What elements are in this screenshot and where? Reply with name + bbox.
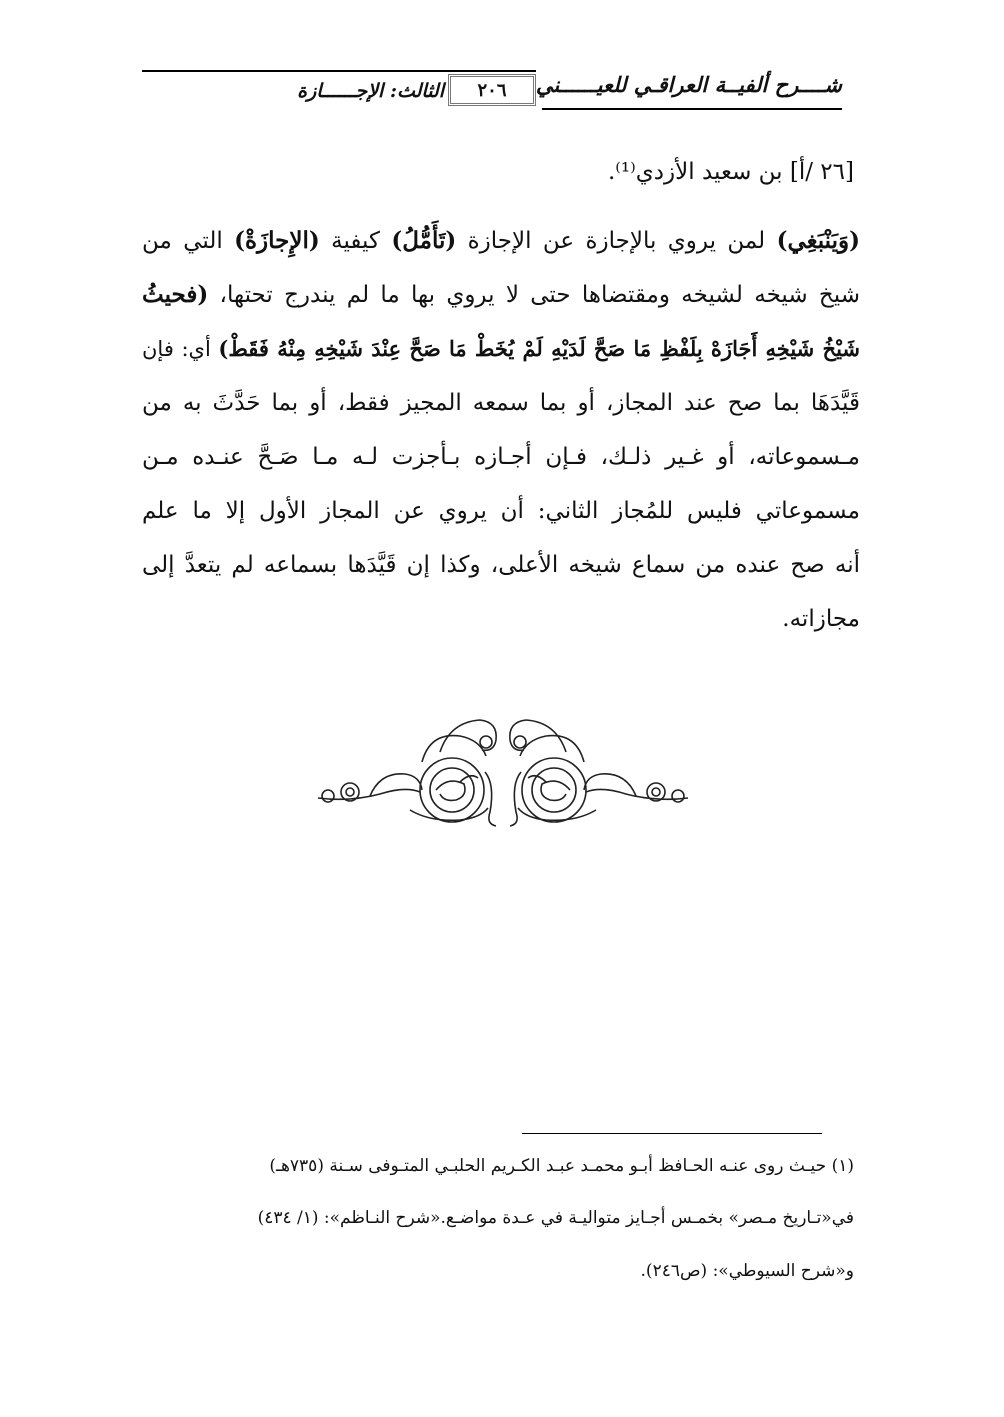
matn-bold-text: (وَيَنْبَغِي) — [776, 227, 860, 254]
paragraph-line-4: قَيَّدَهَا بما صح عند المجاز، أو بما سمعه المجيز فقط، أو بما حَدَّثَ به من — [142, 390, 860, 416]
header-chapter-title: الثالث: الإجــــــازة — [297, 80, 444, 102]
sharh-text: أي: فإن — [142, 337, 219, 361]
paragraph-line-7: أنه صح عنده من سماع شيخه الأعلى، وكذا إن قَيَّدَها بسماعه لم يتعدَّ إلى — [142, 552, 860, 578]
paragraph-line-2 — [142, 277, 860, 313]
sharh-text: لمن يروي بالإجازة عن الإجازة — [456, 228, 777, 254]
matn-bold-text: شَيْخُ شَيْخِهِ أَجَازَهْ بِلَفْظِ مَا صَحَّ لَدَيْهِ لَمْ يُخَطْ مَا صَحَّ عِنْدَ شَيْخِهِ مِنْهُ فَقَطْ) — [218, 336, 860, 361]
matn-bold-text: (تَأَمُّلُ) — [391, 227, 457, 254]
header-rule-top — [142, 70, 536, 72]
paragraph-line-3 — [142, 331, 860, 367]
header-book-title: شــــرح ألفيــة العراقـي للعيــــــني — [535, 72, 842, 97]
footnote-line-1: (١) حيـث روى عنـه الحـافظ أبـو محمـد عبـد الكـريم الحلبـي المتـوفى سـنة (٧٣٥هـ) — [269, 1156, 854, 1176]
footnote-separator — [522, 1133, 822, 1134]
footnote-line-2: في«تـاريخ مـصر» بخمـس أجـايز متواليـة في عـدة مواضـع.«شرح النـاظم»: (١/ ٤٣٤) — [257, 1208, 854, 1228]
running-header — [142, 64, 842, 114]
sharh-text: شيخ شيخه لشيخه ومقتضاها حتى لا يروي بها ما لم يندرج تحتها، — [208, 282, 860, 308]
paragraph-line-1 — [142, 223, 860, 259]
paragraph-line-6: مسموعاتي فليس للمُجاز الثاني: أن يروي عن المجاز الأول إلا ما علم — [142, 498, 860, 524]
paragraph-line-8: مجازاته. — [782, 606, 860, 632]
text-line-continuation: [٢٦ /أ] بن سعيد الأزدي⁽¹⁾. — [607, 159, 854, 185]
paragraph-line-5: مـسموعاته، أو غـير ذلـك، فـإن أجـازه بـأجزت لـه مـا صَـحَّ عنـده مـن — [142, 444, 861, 470]
page-number: ٢٠٦ — [477, 79, 507, 101]
footnote-line-3: و«شرح السيوطي»: (ص٢٤٦). — [640, 1261, 854, 1281]
page-number-box — [448, 74, 536, 106]
sharh-text: التي من — [142, 228, 235, 254]
matn-bold-text: (الإِجازَةْ) — [234, 227, 320, 254]
sharh-text: كيفية — [319, 228, 392, 254]
ornament-divider — [310, 712, 696, 832]
header-rule-bottom — [542, 108, 842, 110]
matn-bold-text: (فحيثُ — [142, 281, 209, 308]
